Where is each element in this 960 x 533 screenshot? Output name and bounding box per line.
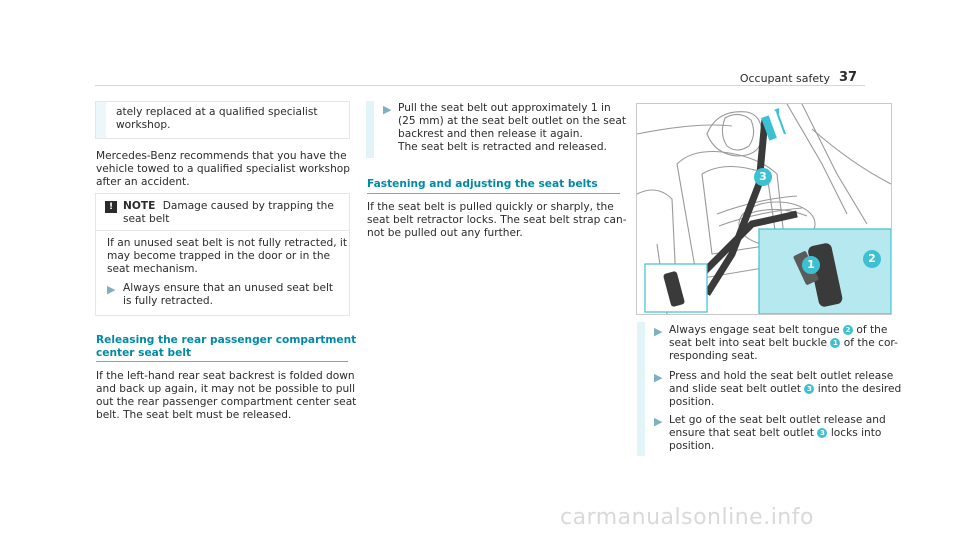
text: into the desired <box>817 383 902 395</box>
text: Always engage seat belt tongue <box>669 324 840 336</box>
note-body-line: If an unused seat belt is not fully retracted, it <box>107 237 348 249</box>
note-action-line: Always ensure that an unused seat belt <box>123 282 334 294</box>
heading-line: center seat belt <box>96 347 192 359</box>
text: locks into <box>830 427 882 439</box>
callout-badge <box>830 338 840 348</box>
note-body-line: seat mechanism. <box>107 263 198 275</box>
watermark: carmanualsonline.info <box>560 505 814 530</box>
paragraph-line: seat belt retractor locks. The seat belt strap can- <box>367 214 627 226</box>
box-shade <box>96 102 106 138</box>
callout-number: 2 <box>845 326 851 334</box>
note-action-line: is fully retracted. <box>123 295 214 307</box>
running-header-title: Occupant safety <box>739 72 830 85</box>
step-arrow-icon: ▶ <box>383 103 392 116</box>
paragraph-line: after an accident. <box>96 176 190 188</box>
header-rule <box>95 85 865 86</box>
note-label: NOTE <box>123 200 156 212</box>
paragraph-line: Mercedes-Benz recommends that you have the <box>96 150 347 162</box>
warning-continuation-box <box>95 101 350 139</box>
step-line <box>669 324 887 337</box>
note-title-line-2: seat belt <box>123 213 170 225</box>
paragraph-line: belt. The seat belt must be released. <box>96 409 292 421</box>
callout-3: 3 <box>754 168 772 186</box>
text: seat belt into seat belt buckle <box>669 337 828 349</box>
section-heading-fastening: Fastening and adjusting the seat belts <box>367 178 598 190</box>
step-line: Pull the seat belt out approximately 1 in <box>398 102 611 114</box>
step-line <box>669 337 898 350</box>
paragraph-line: out the rear passenger compartment center seat <box>96 396 357 408</box>
paragraph-line: not be pulled out any further. <box>367 227 523 239</box>
note-title-text: Damage caused by trapping the <box>162 200 334 212</box>
step-line: The seat belt is retracted and released. <box>398 141 607 153</box>
step-line: Let go of the seat belt outlet release and <box>669 414 886 426</box>
step-line <box>669 427 881 440</box>
step-line: position. <box>669 440 715 452</box>
heading-rule <box>96 361 348 362</box>
callout-1: 1 <box>802 256 820 274</box>
box-line-1: ately replaced at a qualified specialist <box>116 106 318 118</box>
paragraph-line: If the left-hand rear seat backrest is folded down <box>96 370 355 382</box>
note-body-line: may become trapped in the door or in the <box>107 250 331 262</box>
text: and slide seat belt outlet <box>669 383 802 395</box>
note-icon: ! <box>105 201 117 213</box>
step-arrow-icon: ▶ <box>654 371 663 384</box>
step-line: Press and hold the seat belt outlet release <box>669 370 894 382</box>
step-line: backrest and then release it again. <box>398 128 583 140</box>
step-shade-bar <box>366 101 374 158</box>
section-heading-releasing <box>96 334 356 360</box>
callout-number: 3 <box>806 385 812 393</box>
callout-badge <box>804 384 814 394</box>
callout-2: 2 <box>863 250 881 268</box>
paragraph-line: vehicle towed to a qualified specialist workshop <box>96 163 350 175</box>
seat-belt-drawing <box>637 104 891 314</box>
text: of the <box>856 324 888 336</box>
callout-number: 1 <box>832 339 838 347</box>
step-line: position. <box>669 396 715 408</box>
box-line-2: workshop. <box>116 119 171 131</box>
seat-belt-illustration <box>636 103 892 315</box>
text: of the cor- <box>843 337 898 349</box>
action-arrow-icon: ▶ <box>107 283 116 296</box>
step-arrow-icon: ▶ <box>654 415 663 428</box>
callout-badge <box>843 325 853 335</box>
heading-rule <box>367 193 620 194</box>
step-line: responding seat. <box>669 350 758 362</box>
note-divider <box>96 230 349 231</box>
steps-shade-bar <box>637 322 645 456</box>
page-number: 37 <box>839 70 858 85</box>
heading-line: Releasing the rear passenger compartment <box>96 334 357 346</box>
note-title <box>123 200 334 213</box>
note-box <box>95 193 350 316</box>
step-line <box>669 383 901 396</box>
callout-number: 3 <box>820 429 825 437</box>
paragraph-line: and back up again, it may not be possible to pull <box>96 383 356 395</box>
callout-badge <box>817 428 827 438</box>
step-line: (25 mm) at the seat belt outlet on the seat <box>398 115 626 127</box>
paragraph-line: If the seat belt is pulled quickly or sharply, the <box>367 201 614 213</box>
step-arrow-icon: ▶ <box>654 325 663 338</box>
text: ensure that seat belt outlet <box>669 427 815 439</box>
